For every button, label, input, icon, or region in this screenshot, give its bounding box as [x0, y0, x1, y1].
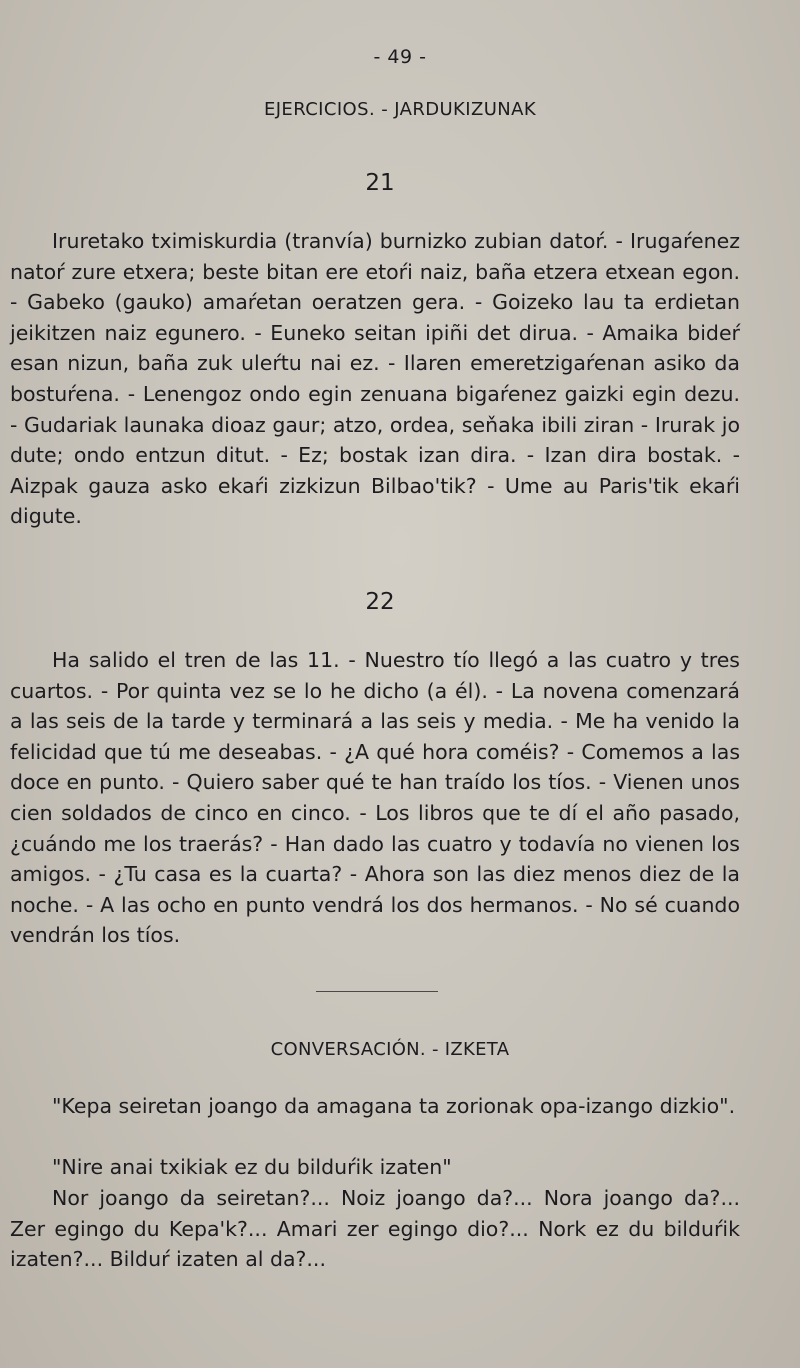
conversation-quote-2: "Nire anai txikiak ez du bilduŕik izaten"	[52, 1155, 452, 1179]
conversation-heading: CONVERSACIÓN. - IZKETA	[270, 1039, 510, 1060]
conversation-quote-1: "Kepa seiretan joango da amagana ta zorionak opa-izango dizkio".	[52, 1094, 736, 1118]
running-head: EJERCICIOS. - JARDUKIZUNAK	[263, 99, 537, 120]
exercise-22-text: Ha salido el tren de las 11. - Nuestro tío llegó a las cuatro y tres cuartos. - Por quinta vez se lo he dicho (a él). - La novena comenzará a las seis de la tarde y terminará a las seis y media. - Me ha venido la felicidad que tú me deseabas. - ¿A qué hora coméis? - Comemos a las doce en punto. - Quiero saber qué te han traído los tíos. - Vienen unos cien soldados de cinco en cinco. - Los libros que te dí el año pasado, ¿cuándo me los traerás? - Han dado las cuatro y todavía no vienen los amigos. - ¿Tu casa es la cuarta? - Ahora son las diez menos diez de la noche. - A las ocho en punto vendrá los dos hermanos. - No sé cuando vendrán los tíos.	[10, 648, 740, 948]
section-divider	[316, 991, 438, 992]
exercise-21-text: Iruretako tximiskurdia (tranvía) burnizko zubian datoŕ. - Irugaŕenez natoŕ zure etxera; beste bitan ere etoŕi naiz, baña etzera etxean egon. - Gabeko (gauko) amaŕetan oeratzen gera. - Goizeko lau ta erdietan jeikitzen naiz egunero. - Euneko seitan ipiñi det dirua. - Amaika bideŕ esan nizun, baña zuk uleŕtu nai ez. - Ilaren emeretzigaŕenan asiko da bostuŕena. - Lenengoz ondo egin zenuana bigaŕenez gaizki egin dezu. - Gudariak launaka dioaz gaur; atzo, ordea, seňaka ibili ziran - Irurak jo dute; ondo entzun ditut. - Ez; bostak izan dira. - Izan dira bostak. - Aizpak gauza asko ekaŕi zizkizun Bilbao'tik? - Ume au Paris'tik ekaŕi digute.	[10, 229, 740, 529]
exercise-21-number: 21	[365, 170, 395, 196]
exercise-22-number: 22	[365, 589, 395, 615]
page-number: - 49 -	[373, 46, 427, 68]
conversation-questions: Nor joango da seiretan?... Noiz joango da?... Nora joango da?... Zer egingo du Kepa'k?... Amari zer egingo dio?... Nork ez du bilduŕik izaten?... Bilduŕ izaten al da?...	[10, 1186, 740, 1272]
